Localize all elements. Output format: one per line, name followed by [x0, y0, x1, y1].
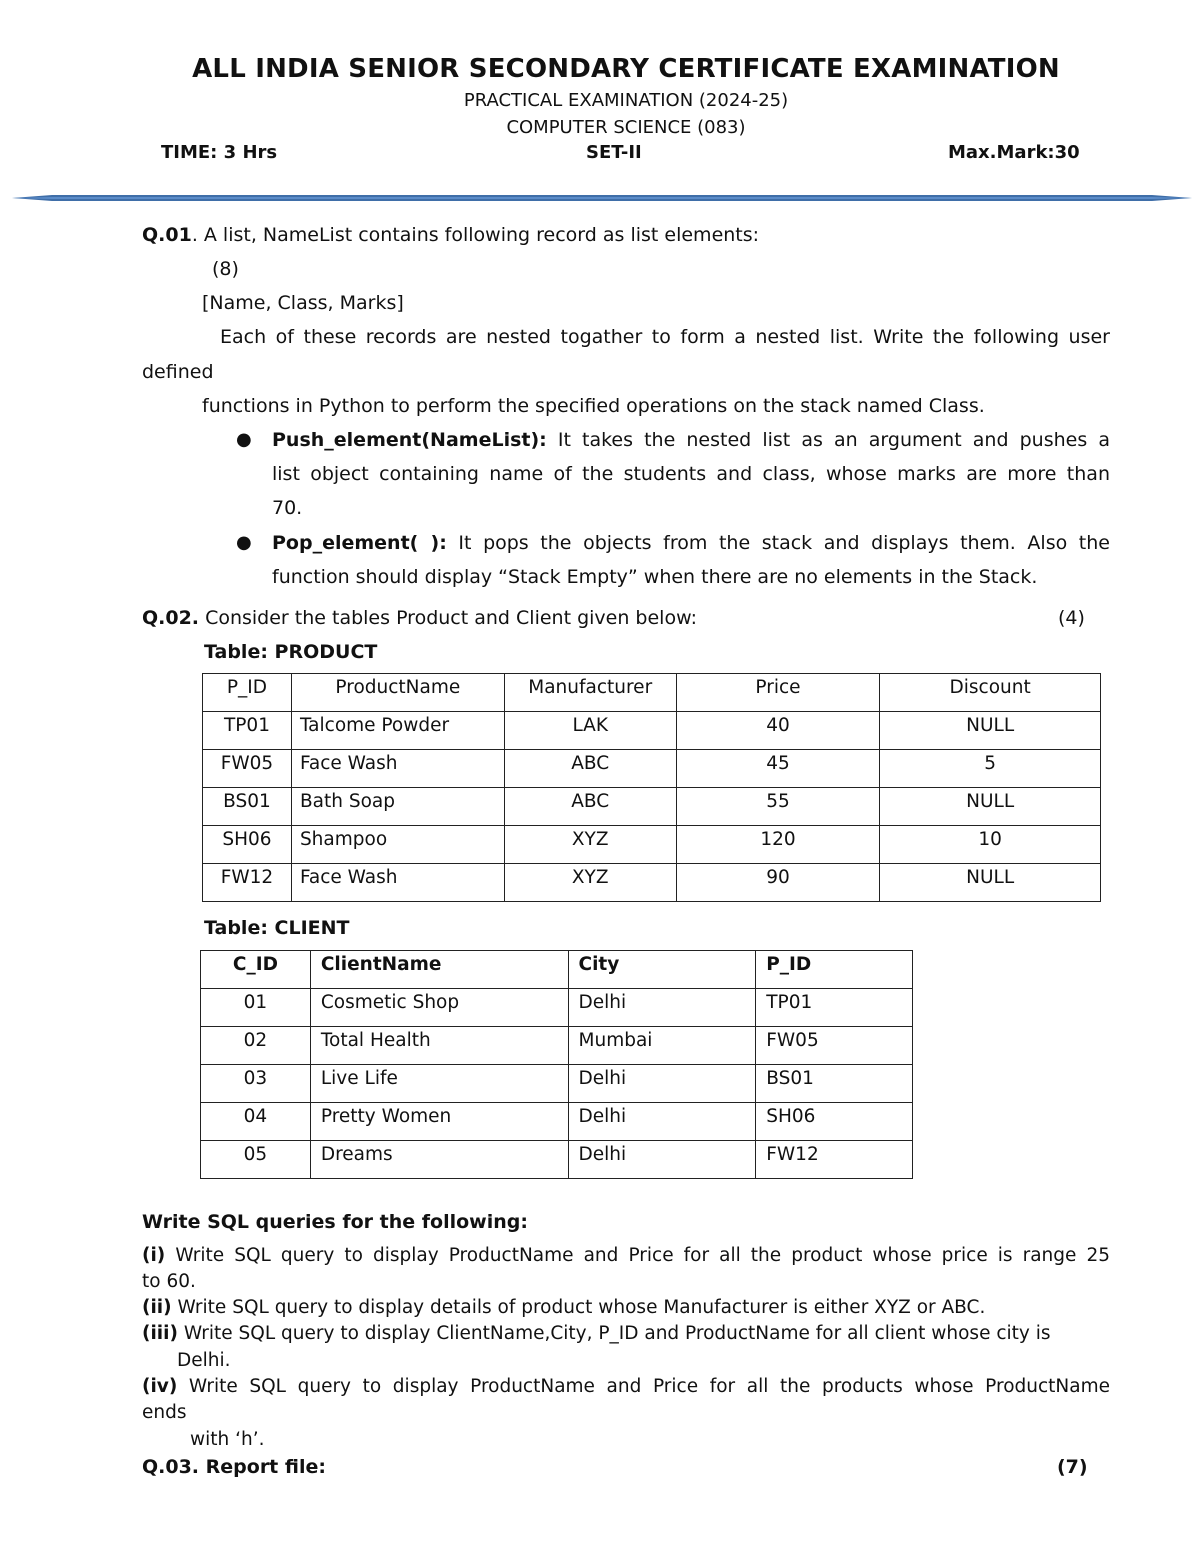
- exam-title: ALL INDIA SENIOR SECONDARY CERTIFICATE EXAMINATION: [192, 54, 1060, 84]
- table-cell: Total Health: [310, 1027, 568, 1065]
- query-4-line2: ends: [142, 1402, 187, 1423]
- table-cell: 5: [880, 750, 1101, 788]
- table-cell: 05: [201, 1141, 311, 1179]
- query-3-line1: (iii) Write SQL query to display ClientName,City, P_ID and ProductName for all client whose city is: [142, 1323, 1051, 1344]
- q1-text: . A list, NameList contains following record as list elements:: [191, 224, 760, 246]
- q1-paragraph-1-cont: defined: [142, 361, 214, 383]
- table-header-row: [201, 951, 913, 989]
- table-cell: FW12: [756, 1141, 913, 1179]
- table-header-cell: C_ID: [201, 951, 311, 989]
- query-3-line2: Delhi.: [177, 1350, 231, 1371]
- table-cell: Face Wash: [291, 864, 504, 902]
- table-header-row: [203, 674, 1101, 712]
- table-cell: Mumbai: [568, 1027, 756, 1065]
- bullet-icon: ●: [236, 532, 252, 553]
- client-table: [200, 950, 913, 1179]
- table-header-cell: Discount: [880, 674, 1101, 712]
- table-row: [203, 788, 1101, 826]
- table-cell: 10: [880, 826, 1101, 864]
- query-label: (ii): [142, 1297, 172, 1318]
- table-header-cell: ClientName: [310, 951, 568, 989]
- table-row: [203, 826, 1101, 864]
- table-cell: NULL: [880, 788, 1101, 826]
- exam-max-mark: Max.Mark:30: [948, 142, 1080, 163]
- table-cell: Delhi: [568, 989, 756, 1027]
- query-1-line1: (i) Write SQL query to display ProductName and Price for all the product whose price is range 25: [142, 1245, 1110, 1266]
- table-cell: Cosmetic Shop: [310, 989, 568, 1027]
- q2-intro: [142, 607, 697, 629]
- table-cell: TP01: [203, 712, 292, 750]
- table-row: [201, 1103, 913, 1141]
- table-row: [201, 1141, 913, 1179]
- push-element-function: Push_element(NameList):: [272, 429, 547, 451]
- table-cell: ABC: [504, 750, 676, 788]
- table-cell: NULL: [880, 864, 1101, 902]
- q3-intro: [142, 1456, 326, 1478]
- product-table: [202, 673, 1101, 902]
- table-cell: Talcome Powder: [291, 712, 504, 750]
- product-table-caption: Table: PRODUCT: [204, 641, 378, 663]
- q3-text: Report file:: [199, 1456, 326, 1478]
- table-cell: LAK: [504, 712, 676, 750]
- q2-number: Q.02.: [142, 607, 200, 629]
- table-header-cell: ProductName: [291, 674, 504, 712]
- q1-bullet-1-line2: list object containing name of the students and class, whose marks are more than: [272, 463, 1110, 485]
- query-4-line3: with ‘h’.: [190, 1429, 265, 1450]
- query-1-line2: to 60.: [142, 1271, 196, 1292]
- table-cell: NULL: [880, 712, 1101, 750]
- table-cell: XYZ: [504, 864, 676, 902]
- table-cell: FW05: [203, 750, 292, 788]
- q1-paragraph-2: functions in Python to perform the specified operations on the stack named Class.: [202, 395, 985, 417]
- exam-time: TIME: 3 Hrs: [161, 142, 278, 163]
- q2-text: Consider the tables Product and Client given below:: [199, 607, 697, 629]
- pop-element-function: Pop_element( ):: [272, 532, 447, 554]
- table-cell: FW12: [203, 864, 292, 902]
- table-cell: 01: [201, 989, 311, 1027]
- table-cell: Bath Soap: [291, 788, 504, 826]
- table-cell: 02: [201, 1027, 311, 1065]
- q1-marks: (8): [212, 258, 239, 280]
- table-cell: TP01: [756, 989, 913, 1027]
- table-header-cell: Price: [676, 674, 880, 712]
- table-cell: SH06: [756, 1103, 913, 1141]
- table-cell: 03: [201, 1065, 311, 1103]
- q1-bullet-1-line3: 70.: [272, 497, 303, 519]
- q1-record-format: [Name, Class, Marks]: [202, 292, 404, 314]
- table-row: [203, 750, 1101, 788]
- bullet-icon: ●: [236, 429, 252, 450]
- table-cell: BS01: [203, 788, 292, 826]
- sql-heading: Write SQL queries for the following:: [142, 1211, 528, 1233]
- table-cell: SH06: [203, 826, 292, 864]
- table-cell: FW05: [756, 1027, 913, 1065]
- table-cell: 55: [676, 788, 880, 826]
- table-header-cell: P_ID: [756, 951, 913, 989]
- q1-paragraph-1: Each of these records are nested togather to form a nested list. Write the following user: [220, 326, 1110, 348]
- table-cell: 90: [676, 864, 880, 902]
- table-cell: XYZ: [504, 826, 676, 864]
- table-cell: 120: [676, 826, 880, 864]
- query-label: (iii): [142, 1323, 178, 1344]
- q3-number: Q.03.: [142, 1456, 200, 1478]
- q1-bullet-2-line2: function should display “Stack Empty” when there are no elements in the Stack.: [272, 566, 1038, 588]
- table-row: [203, 864, 1101, 902]
- table-cell: Live Life: [310, 1065, 568, 1103]
- table-header-cell: P_ID: [203, 674, 292, 712]
- table-cell: Shampoo: [291, 826, 504, 864]
- table-cell: 04: [201, 1103, 311, 1141]
- table-cell: Pretty Women: [310, 1103, 568, 1141]
- table-cell: Delhi: [568, 1103, 756, 1141]
- table-header-cell: Manufacturer: [504, 674, 676, 712]
- query-label: (iv): [142, 1376, 178, 1397]
- exam-set: SET-II: [586, 142, 642, 163]
- table-row: [201, 1065, 913, 1103]
- q1-number: Q.01: [142, 224, 192, 246]
- table-row: [201, 1027, 913, 1065]
- exam-subtitle-practical: PRACTICAL EXAMINATION (2024-25): [463, 90, 789, 111]
- q3-marks: (7): [1057, 1456, 1088, 1478]
- table-header-cell: City: [568, 951, 756, 989]
- query-label: (i): [142, 1245, 166, 1266]
- client-table-caption: Table: CLIENT: [204, 917, 350, 939]
- table-row: [201, 989, 913, 1027]
- exam-subtitle-subject: COMPUTER SCIENCE (083): [506, 117, 746, 138]
- query-2-line1: (ii) Write SQL query to display details of product whose Manufacturer is either XYZ or ABC.: [142, 1297, 986, 1318]
- table-cell: Delhi: [568, 1141, 756, 1179]
- q1-intro: [142, 224, 759, 246]
- header-divider: [12, 193, 1192, 203]
- table-cell: 40: [676, 712, 880, 750]
- table-row: [203, 712, 1101, 750]
- table-cell: Dreams: [310, 1141, 568, 1179]
- table-cell: BS01: [756, 1065, 913, 1103]
- table-cell: Face Wash: [291, 750, 504, 788]
- q1-bullet-1-line1: Push_element(NameList): It takes the nested list as an argument and pushes a: [272, 429, 1110, 451]
- q2-marks: (4): [1058, 607, 1085, 629]
- table-cell: 45: [676, 750, 880, 788]
- table-cell: ABC: [504, 788, 676, 826]
- table-cell: Delhi: [568, 1065, 756, 1103]
- query-4-line1: (iv) Write SQL query to display ProductName and Price for all the products whose ProductName: [142, 1376, 1110, 1397]
- q1-bullet-2-line1: Pop_element( ): It pops the objects from the stack and displays them. Also the: [272, 532, 1110, 554]
